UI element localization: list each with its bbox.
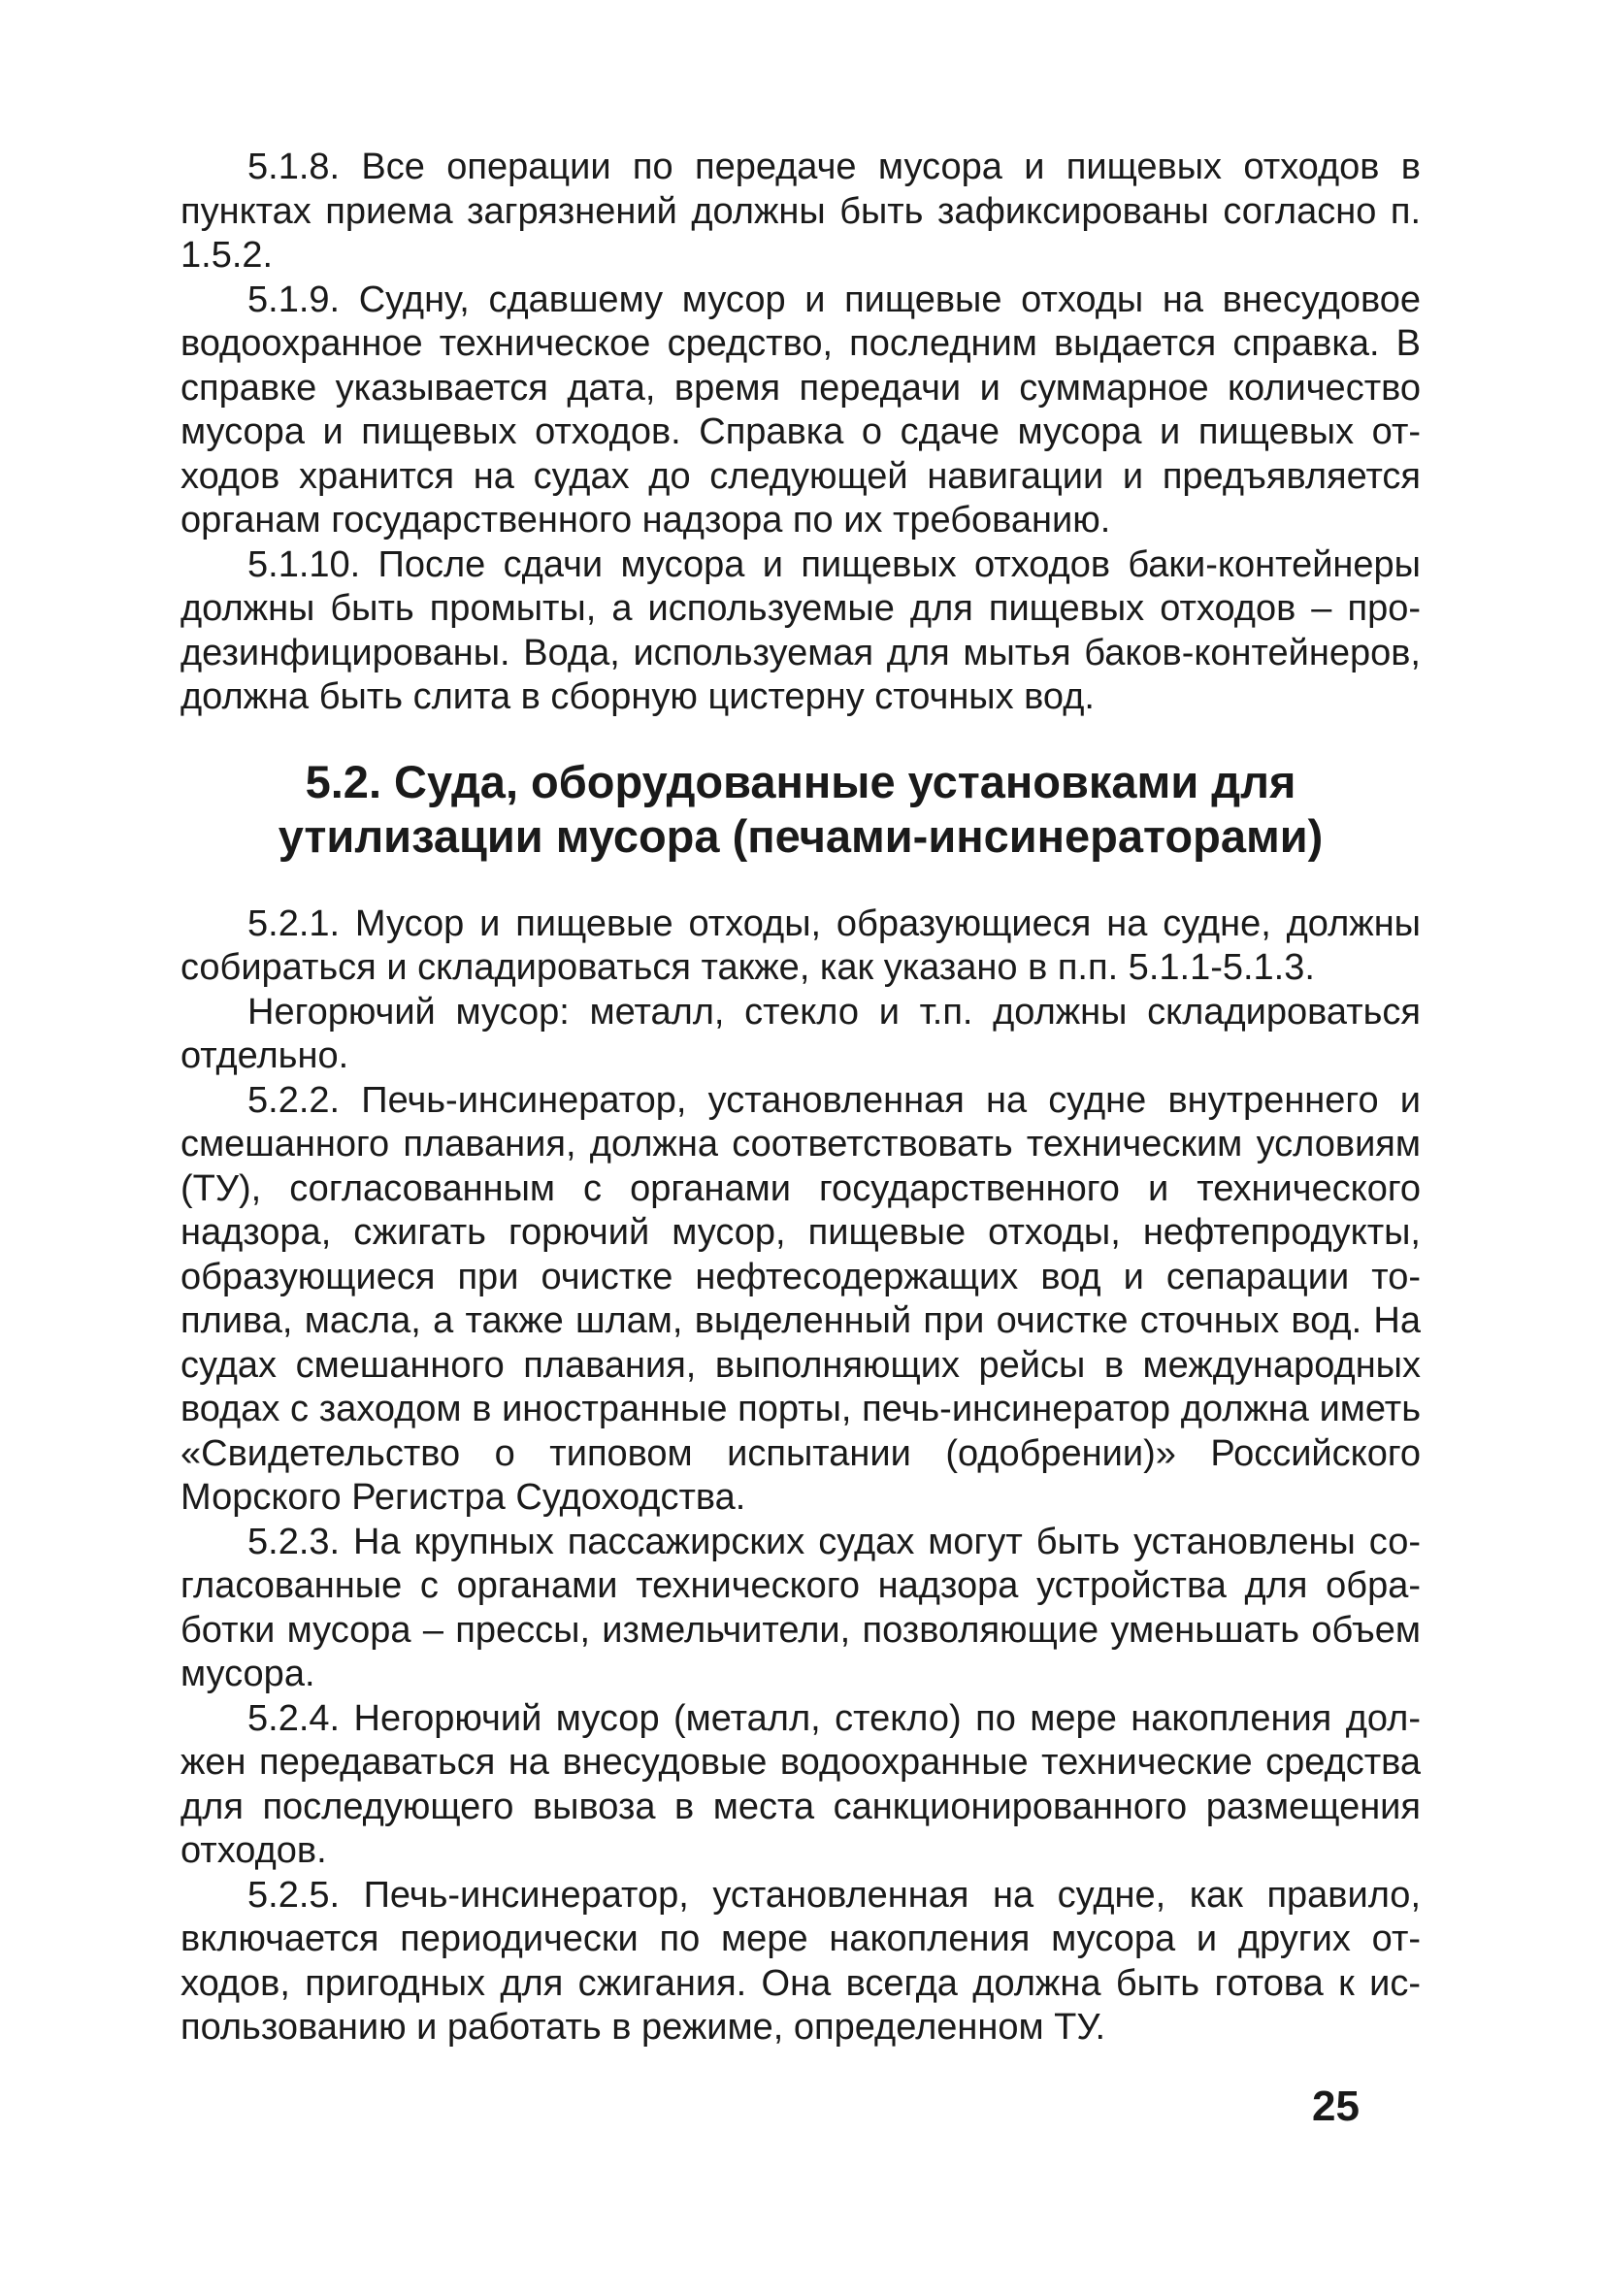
paragraph-non-combustible-note: Негорючий мусор: металл, стекло и т.п. должны складироваться отдельно.	[180, 991, 1421, 1076]
paragraph-5-2-4: 5.2.4. Негорючий мусор (металл, стекло) по мере накопления должен передаваться на внесудовые водоохранные технические средства для последующего вывоза в места санкционированного размещения отходов.	[180, 1697, 1421, 1871]
paragraph-5-2-3: 5.2.3. На крупных пассажирских судах могут быть установлены согласованные с органами технического надзора устройства для обработки мусора – прессы, измельчители, позволяющие уменьшать объем мусора.	[180, 1521, 1421, 1694]
paragraph-5-2-1: 5.2.1. Мусор и пищевые отходы, образующиеся на судне, должны собираться и складироваться также, как указано в п.п. 5.1.1-5.1.3.	[180, 902, 1421, 988]
paragraph-5-1-10: 5.1.10. После сдачи мусора и пищевых отходов баки-контейнеры должны быть промыты, а используемые для пищевых отходов – продезинфицированы. Вода, используемая для мытья баков-контейнеров, должна быть слита в сборную цистерну сточных вод.	[180, 543, 1421, 717]
paragraph-5-2-2: 5.2.2. Печь-инсинератор, установленная на судне внутреннего и смешанного плавания, должна соответствовать техническим условиям (ТУ), согласованным с органами государственного и технического надзора, сжигать горючий мусор, пищевые отходы, нефтепродукты, образующиеся при очистке нефтесодержащих вод и сепарации топлива, масла, а также шлам, выделенный при очистке сточных вод. На судах смешанного плавания, выполняющих рейсы в международных водах с заходом в иностранные порты, печь-инсинератор должна иметь «Свидетельство о типовом испытании (одобрении)» Российского Морского Регистра Судоходства.	[180, 1079, 1421, 1518]
document-page	[180, 146, 1421, 2050]
page-number: 25	[1312, 2083, 1360, 2130]
paragraph-5-1-8: 5.1.8. Все операции по передаче мусора и пищевых отходов в пунктах приема загрязнений должны быть зафиксированы согласно п. 1.5.2.	[180, 147, 1421, 276]
paragraph-5-2-5: 5.2.5. Печь-инсинератор, установленная на судне, как правило, включается периодически по мере накопления мусора и других отходов, пригодных для сжигания. Она всегда должна быть готова к использованию и работать в режиме, определенном ТУ.	[180, 1874, 1421, 2048]
section-heading-5-2: 5.2. Суда, оборудованные установками для утилизации мусора (печами-инсинераторами)	[278, 755, 1324, 862]
paragraph-5-1-9: 5.1.9. Судну, сдавшему мусор и пищевые отходы на внесудовое водоохранное техническое средство, последним выдается справка. В справке указывается дата, время передачи и суммарное количество мусора и пищевых отходов. Справка о сдаче мусора и пищевых отходов хранится на судах до следующей навигации и предъявляется органам государственного надзора по их требованию.	[180, 279, 1421, 541]
